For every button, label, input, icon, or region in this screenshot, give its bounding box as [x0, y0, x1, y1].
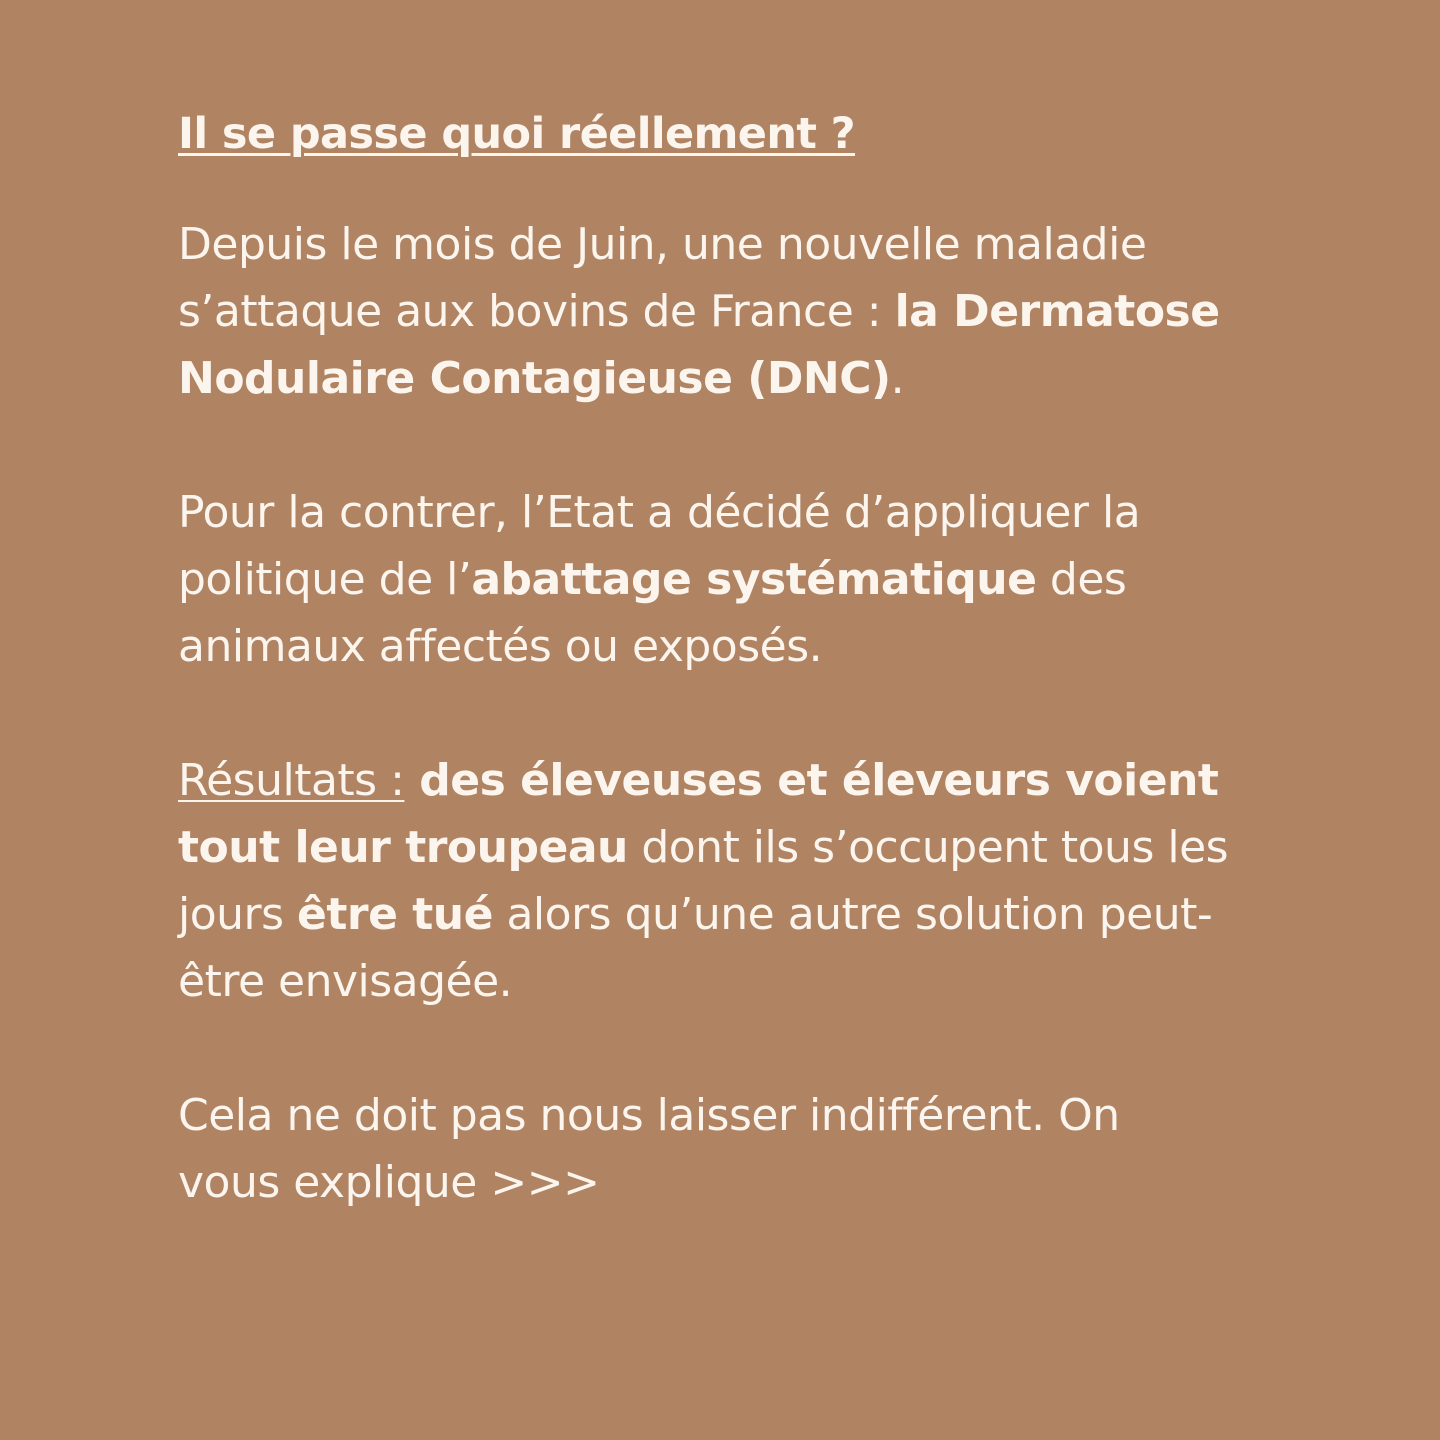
slide-content [178, 92, 1278, 1216]
text: alors qu’une autre solution peut- [492, 889, 1213, 940]
bold-text: tout leur troupeau [178, 822, 628, 873]
text: politique de l’ [178, 554, 472, 605]
text: Cela ne doit pas nous laisser indifférent. On [178, 1090, 1120, 1141]
text-line [178, 1149, 1278, 1216]
paragraph-conclusion [178, 1082, 1278, 1216]
text-line [178, 546, 1278, 613]
text: . [890, 353, 905, 404]
text-line [178, 814, 1278, 881]
text-line [178, 881, 1278, 948]
text: Pour la contrer, l’Etat a décidé d’appliquer la [178, 487, 1141, 538]
underlined-label: Résultats : [178, 755, 405, 806]
text-line [178, 278, 1278, 345]
paragraph-policy [178, 479, 1278, 680]
text-line [178, 211, 1278, 278]
text: vous explique >>> [178, 1157, 600, 1208]
text: être envisagée. [178, 956, 513, 1007]
heading: Il se passe quoi réellement ? [178, 109, 856, 159]
text-line [178, 948, 1278, 1015]
text: s’attaque aux bovins de France : [178, 286, 895, 337]
text: des [1036, 554, 1127, 605]
bold-text: abattage systématique [471, 554, 1037, 605]
text-line [178, 1082, 1278, 1149]
text-line [178, 747, 1278, 814]
paragraph-intro [178, 211, 1278, 412]
bold-text: être tué [297, 889, 493, 940]
text-line [178, 613, 1278, 680]
text-line [178, 345, 1278, 412]
text: Depuis le mois de Juin, une nouvelle maladie [178, 219, 1147, 270]
bold-text: des éleveuses et éleveurs voient [404, 755, 1219, 806]
bold-text: la Dermatose [894, 286, 1220, 337]
text: animaux affectés ou exposés. [178, 621, 823, 672]
text: jours [178, 889, 298, 940]
text-line [178, 479, 1278, 546]
paragraph-results [178, 747, 1278, 1015]
bold-text: Nodulaire Contagieuse (DNC) [178, 353, 891, 404]
text: dont ils s’occupent tous les [627, 822, 1229, 873]
